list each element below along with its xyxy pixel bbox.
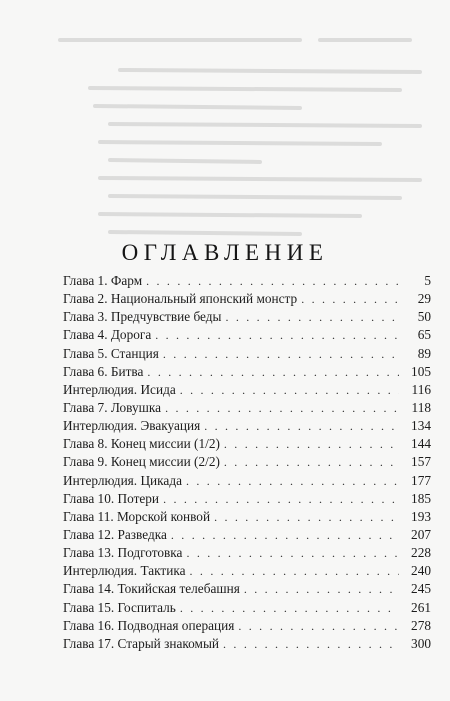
dot-leader — [238, 617, 399, 635]
toc-entry-page-number: 193 — [411, 508, 431, 524]
toc-entry-page-number: 29 — [417, 291, 431, 307]
toc-entry — [63, 308, 431, 326]
toc-entry-page-number: 118 — [411, 399, 431, 415]
toc-entry — [63, 381, 431, 399]
dot-leader — [163, 490, 399, 508]
dot-leader — [180, 381, 399, 399]
toc-entry-title: Глава 2. Национальный японский монстр — [63, 291, 298, 307]
toc-entry — [63, 272, 431, 290]
show-through-texture — [0, 0, 450, 240]
toc-entry-page-number: 185 — [411, 490, 431, 506]
dot-leader — [163, 345, 399, 363]
toc-entry-title: Интерлюдия. Тактика — [63, 563, 186, 579]
toc-entry — [63, 635, 431, 653]
toc-entry — [63, 435, 431, 453]
toc-entry — [63, 562, 431, 580]
toc-entry-title: Глава 15. Госпиталь — [63, 599, 176, 615]
toc-entry — [63, 453, 431, 471]
toc-entry — [63, 399, 431, 417]
toc-entry-title: Интерлюдия. Исида — [63, 381, 176, 397]
dot-leader — [224, 453, 399, 471]
dot-leader — [214, 508, 399, 526]
toc-entry — [63, 617, 431, 635]
toc-entry-page-number: 261 — [411, 599, 431, 615]
toc-entry-page-number: 89 — [417, 345, 431, 361]
dot-leader — [225, 308, 399, 326]
toc-entry-page-number: 116 — [411, 381, 431, 397]
toc-entry — [63, 599, 431, 617]
dot-leader — [171, 526, 399, 544]
toc-entry-title: Глава 11. Морской конвой — [63, 508, 211, 524]
toc-entry-page-number: 50 — [417, 309, 431, 325]
dot-leader — [147, 363, 399, 381]
toc-entry-page-number: 134 — [411, 418, 431, 434]
toc-entry-title: Глава 13. Подготовка — [63, 545, 183, 561]
toc-entry — [63, 526, 431, 544]
dot-leader — [244, 580, 399, 598]
toc-entry — [63, 290, 431, 308]
dot-leader — [204, 417, 399, 435]
toc-entry — [63, 580, 431, 598]
toc-entry-page-number: 300 — [411, 635, 431, 651]
toc-entry-title: Глава 1. Фарм — [63, 273, 143, 288]
toc-entry-page-number: 207 — [411, 526, 431, 542]
toc-entry-title: Глава 5. Станция — [63, 345, 159, 361]
toc-entry-title: Глава 9. Конец миссии (2/2) — [63, 454, 220, 470]
toc-entry-title: Глава 10. Потери — [63, 490, 160, 506]
toc-entry-page-number: 228 — [411, 545, 431, 561]
toc-entry — [63, 544, 431, 562]
toc-entry-title: Глава 3. Предчувствие беды — [63, 309, 222, 325]
page-title: ОГЛАВЛЕНИЕ — [121, 240, 329, 265]
toc-entry-page-number: 245 — [411, 581, 431, 597]
dot-leader — [155, 326, 399, 344]
toc-entry — [63, 490, 431, 508]
toc-entry — [63, 417, 431, 435]
toc-entry-title: Глава 6. Битва — [63, 363, 144, 379]
toc-entry-page-number: 144 — [411, 436, 431, 452]
dot-leader — [146, 272, 399, 290]
dot-leader — [180, 599, 399, 617]
dot-leader — [190, 562, 399, 580]
toc-entry-page-number: 157 — [411, 454, 431, 470]
toc-entry-title: Глава 12. Разведка — [63, 526, 167, 542]
toc-entry — [63, 326, 431, 344]
toc-entry-page-number: 278 — [411, 617, 431, 633]
toc-entry-title: Глава 17. Старый знакомый — [63, 635, 220, 651]
toc-entry-title: Интерлюдия. Эвакуация — [63, 418, 201, 434]
toc-entry-page-number: 177 — [411, 472, 431, 488]
toc-entry-page-number: 240 — [411, 563, 431, 579]
table-of-contents — [63, 272, 431, 653]
toc-entry — [63, 472, 431, 490]
toc-entry-page-number: 105 — [411, 363, 431, 379]
toc-entry-title: Глава 14. Токийская телебашня — [63, 581, 240, 597]
dot-leader — [186, 544, 399, 562]
toc-entry-title: Интерлюдия. Цикада — [63, 472, 182, 488]
dot-leader — [301, 290, 399, 308]
dot-leader — [223, 635, 399, 653]
dot-leader — [165, 399, 399, 417]
toc-entry-title: Глава 16. Подводная операция — [63, 617, 235, 633]
toc-entry-title: Глава 8. Конец миссии (1/2) — [63, 436, 220, 452]
toc-entry-title: Глава 4. Дорога — [63, 327, 152, 343]
toc-entry-page-number: 65 — [417, 327, 431, 343]
toc-entry-title: Глава 7. Ловушка — [63, 399, 162, 415]
dot-leader — [224, 435, 399, 453]
toc-entry-page-number: 5 — [424, 273, 431, 288]
dot-leader — [186, 472, 399, 490]
toc-entry — [63, 508, 431, 526]
toc-entry — [63, 363, 431, 381]
toc-entry — [63, 345, 431, 363]
